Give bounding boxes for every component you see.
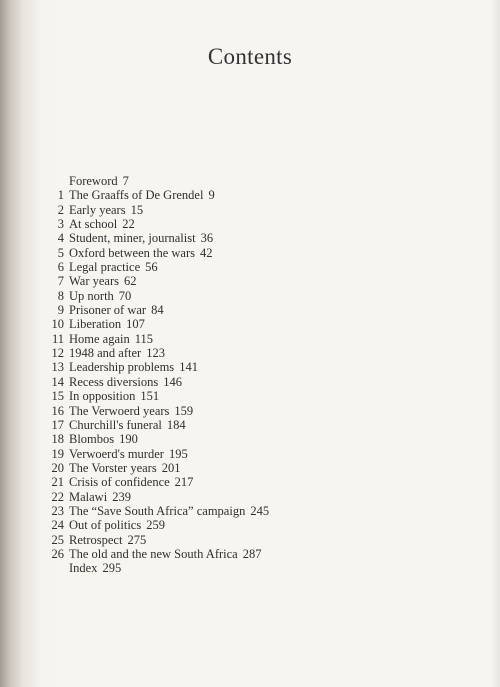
page-number: 56 (145, 260, 158, 275)
page-number: 146 (163, 374, 182, 389)
toc-entry (48, 260, 468, 274)
page-number: 42 (200, 245, 213, 260)
chapter-title: Malawi (69, 489, 108, 504)
chapter-number: 18 (51, 432, 64, 447)
toc-entry (48, 404, 468, 418)
chapter-title: Churchill's funeral (69, 417, 162, 432)
page-number: 9 (208, 188, 215, 203)
chapter-title: The Verwoerd years (69, 403, 170, 418)
page-number: 15 (130, 202, 144, 217)
toc-entry (48, 475, 468, 489)
page-number: 7 (122, 174, 129, 188)
page-number: 275 (127, 532, 147, 547)
toc-entry (48, 504, 468, 518)
chapter-number: 21 (51, 475, 64, 490)
chapter-title: Foreword (69, 174, 118, 188)
chapter-title: Recess diversions (69, 374, 159, 389)
page-number: 217 (174, 475, 194, 490)
toc-entry (48, 461, 468, 475)
chapter-number: 8 (57, 288, 64, 303)
chapter-title: Home again (69, 331, 130, 346)
toc-entry (48, 547, 468, 561)
chapter-title: Up north (69, 288, 114, 303)
chapter-number: 13 (51, 360, 64, 375)
chapter-number: 16 (51, 403, 64, 418)
chapter-number: 25 (51, 532, 64, 547)
page-number: 84 (151, 303, 164, 318)
chapter-title: The Vorster years (69, 460, 157, 475)
toc-entry (48, 217, 468, 231)
page-number: 184 (166, 417, 186, 432)
chapter-title: Prisoner of war (69, 303, 147, 318)
table-of-contents (48, 174, 468, 576)
chapter-number: 2 (57, 202, 64, 217)
chapter-number: 20 (51, 460, 64, 475)
toc-entry (48, 375, 468, 389)
chapter-number: 12 (51, 346, 64, 361)
page-number: 22 (122, 217, 135, 232)
toc-entry (48, 490, 468, 504)
chapter-number: 17 (51, 417, 64, 432)
page-number: 295 (102, 561, 122, 576)
toc-entry (48, 432, 468, 446)
toc-entry (48, 188, 468, 202)
page-number: 36 (200, 231, 214, 246)
page-number: 141 (179, 360, 198, 375)
chapter-title: Oxford between the wars (69, 245, 195, 260)
chapter-number: 15 (51, 389, 64, 404)
chapter-number: 9 (57, 303, 64, 318)
page-title: Contents (207, 44, 293, 69)
chapter-number: 14 (51, 374, 64, 389)
toc-entry (48, 274, 468, 288)
chapter-title: Verwoerd's murder (69, 446, 164, 461)
chapter-number: 10 (51, 317, 64, 332)
page-number: 151 (140, 389, 160, 404)
chapter-number: 19 (51, 446, 64, 461)
chapter-title: 1948 and after (69, 346, 142, 361)
page-number: 190 (119, 432, 138, 447)
chapter-title: Early years (69, 202, 126, 217)
chapter-number: 4 (57, 231, 64, 246)
toc-entry (48, 418, 468, 432)
chapter-number: 6 (57, 260, 64, 275)
page-number: 62 (124, 274, 137, 289)
chapter-number: 3 (57, 217, 64, 232)
toc-entry (48, 174, 468, 188)
toc-entry (48, 231, 468, 245)
chapter-title: Out of politics (69, 518, 142, 533)
page-number: 159 (174, 403, 194, 418)
page-number: 115 (134, 331, 154, 346)
chapter-title: Liberation (69, 317, 122, 332)
chapter-title: The “Save South Africa” campaign (69, 503, 246, 518)
chapter-number: 26 (51, 546, 64, 561)
page-number: 107 (126, 317, 145, 332)
page-number: 287 (242, 546, 262, 561)
toc-entry (48, 561, 468, 575)
chapter-title: Leadership problems (69, 360, 175, 375)
chapter-title: Crisis of confidence (69, 475, 170, 490)
page-number: 259 (146, 518, 165, 533)
page-number: 245 (250, 503, 270, 518)
chapter-number: 1 (57, 188, 64, 203)
toc-entry (48, 360, 468, 374)
chapter-title: At school (69, 217, 118, 232)
toc-entry (48, 317, 468, 331)
toc-entry (48, 533, 468, 547)
chapter-title: In opposition (69, 389, 136, 404)
page-number: 201 (161, 460, 181, 475)
page-number: 70 (118, 288, 132, 303)
toc-entry (48, 332, 468, 346)
chapter-title: Legal practice (69, 260, 141, 275)
chapter-title: Index (69, 561, 98, 576)
page-number: 123 (146, 346, 165, 361)
page-number: 195 (168, 446, 188, 461)
toc-entry (48, 447, 468, 461)
chapter-title: The Graaffs of De Grendel (69, 188, 204, 203)
page-number: 239 (112, 489, 131, 504)
toc-entry (48, 203, 468, 217)
chapter-title: Blombos (69, 432, 115, 447)
chapter-title: The old and the new South Africa (69, 546, 238, 561)
chapter-title: Student, miner, journalist (69, 231, 196, 246)
toc-entry (48, 518, 468, 532)
toc-entry (48, 289, 468, 303)
chapter-title: Retrospect (69, 532, 123, 547)
toc-entry (48, 246, 468, 260)
chapter-number: 23 (51, 503, 64, 518)
chapter-number: 7 (57, 274, 64, 289)
chapter-number: 5 (57, 245, 64, 260)
chapter-number: 11 (51, 331, 64, 346)
toc-entry (48, 303, 468, 317)
toc-entry (48, 389, 468, 403)
chapter-number: 24 (51, 518, 64, 533)
chapter-number: 22 (51, 489, 64, 504)
chapter-title: War years (69, 274, 120, 289)
toc-entry (48, 346, 468, 360)
